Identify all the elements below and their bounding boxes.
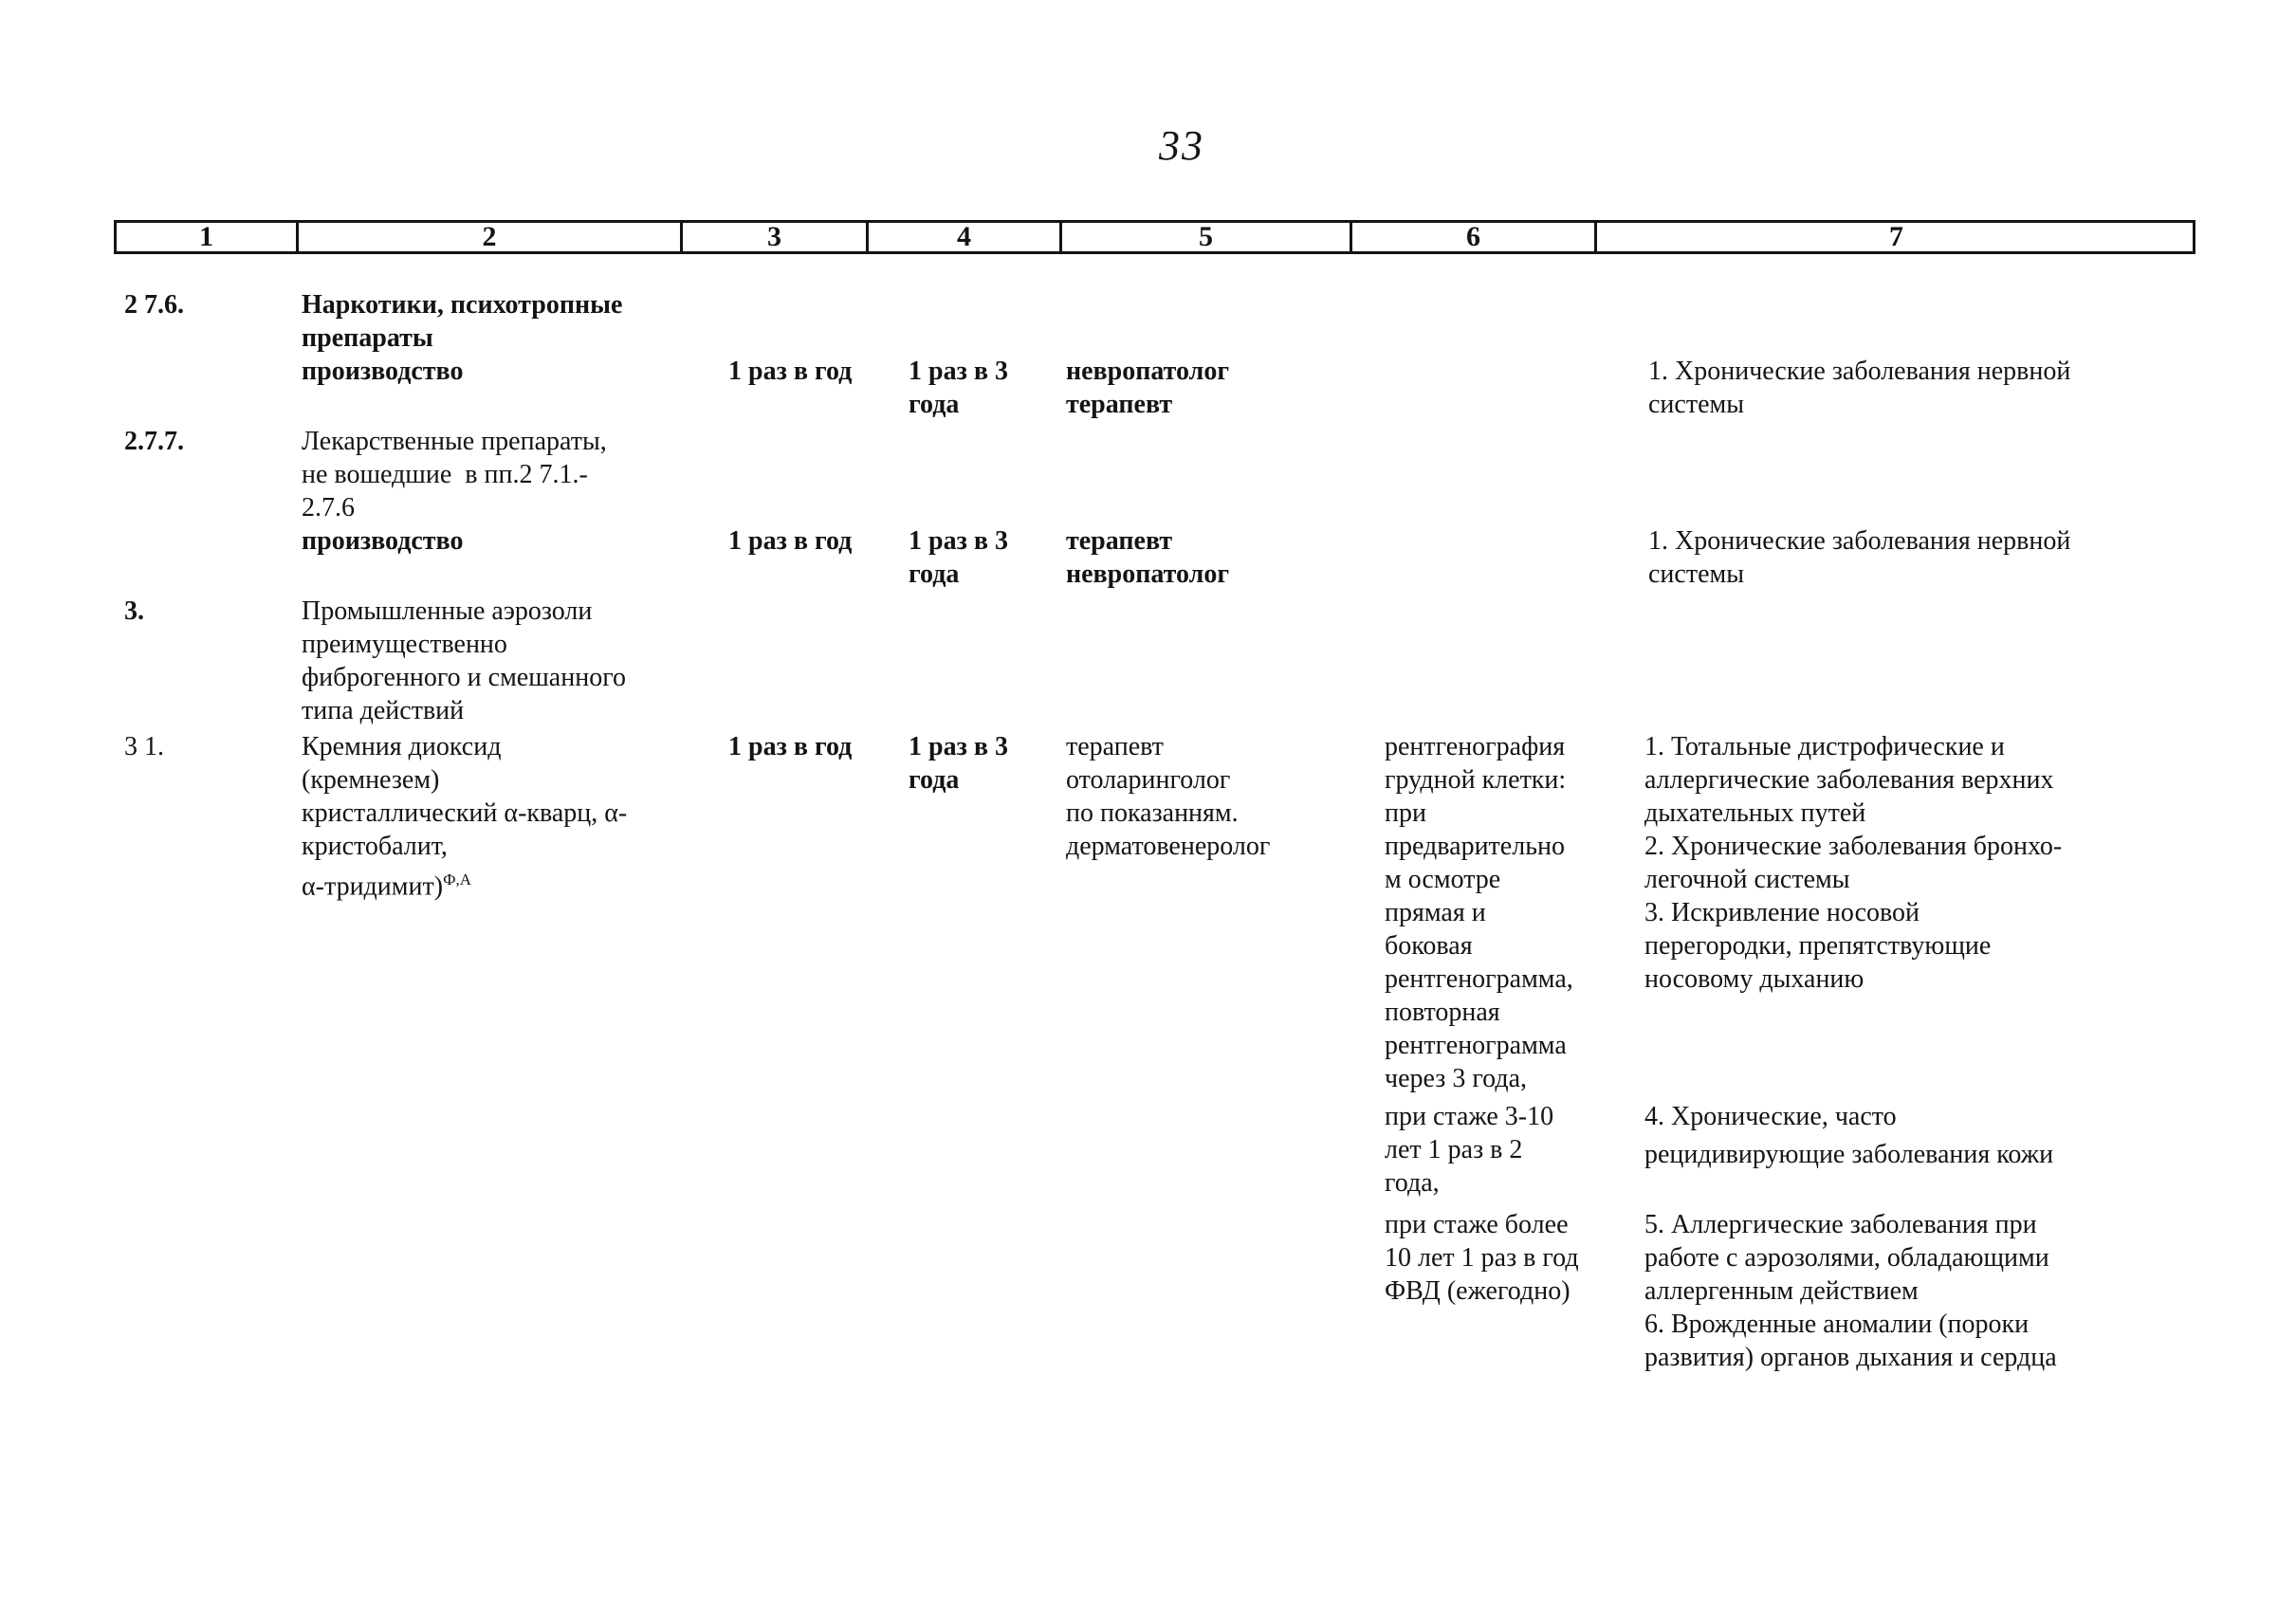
substance-name-line: Кремния диоксид <box>302 732 502 761</box>
exam-line: при <box>1385 798 1426 828</box>
doctor-specialty: отоларинголог <box>1066 765 1231 795</box>
substance-name-line: фиброгенного и смешанного <box>302 663 626 692</box>
exam-line: м осмотре <box>1385 865 1501 894</box>
exam-line: боковая <box>1385 931 1473 961</box>
contraindication-line: 5. Аллергические заболевания при <box>1644 1210 2037 1239</box>
substance-name-text: α-тридимит) <box>302 871 444 902</box>
exam-line: при стаже более <box>1385 1210 1569 1239</box>
column-header-4: 4 <box>866 223 1059 251</box>
exam-line: ФВД (ежегодно) <box>1385 1276 1570 1306</box>
substance-name-line: не вошедшие в пп.2 7.1.- <box>302 460 588 489</box>
exam-line: рентгенограмма <box>1385 1031 1567 1060</box>
exam-line: через 3 года, <box>1385 1064 1527 1093</box>
exam-frequency: 1 раз в год <box>728 357 853 386</box>
substance-name-line: препараты <box>302 323 433 353</box>
exam-period-line: 1 раз в 3 <box>909 526 1008 556</box>
contraindication-line: 1. Хронические заболевания нервной <box>1648 357 2071 386</box>
substance-name-line: Наркотики, психотропные <box>302 290 623 320</box>
contraindication-line: развития) органов дыхания и сердца <box>1644 1343 2057 1372</box>
hazard-superscript: Ф,А <box>443 871 472 889</box>
exam-line: рентгенограмма, <box>1385 964 1573 994</box>
contraindication-line: 2. Хронические заболевания бронхо- <box>1644 832 2063 861</box>
exam-line: года, <box>1385 1168 1440 1198</box>
contraindication-line: 6. Врожденные аномалии (пороки <box>1644 1310 2030 1339</box>
exam-period-line: 1 раз в 3 <box>909 732 1008 761</box>
exam-frequency: 1 раз в год <box>728 732 853 761</box>
substance-name-line <box>302 863 471 903</box>
exam-period-line: года <box>909 765 960 795</box>
exam-line: грудной клетки: <box>1385 765 1567 795</box>
contraindication-line: системы <box>1648 559 1745 589</box>
doctor-specialty: дерматовенеролог <box>1066 832 1271 861</box>
substance-name-line: (кремнезем) <box>302 765 440 795</box>
column-header-6: 6 <box>1350 223 1594 251</box>
substance-name-line: преимущественно <box>302 630 507 659</box>
exam-line: предварительно <box>1385 832 1565 861</box>
substance-name-line: 2.7.6 <box>302 493 355 522</box>
column-header-5: 5 <box>1059 223 1350 251</box>
contraindication-line: 1. Тотальные дистрофические и <box>1644 732 2005 761</box>
column-header-row <box>114 220 2195 254</box>
contraindication-line: аллергические заболевания верхних <box>1644 765 2054 795</box>
doctor-specialty: терапевт <box>1066 390 1173 419</box>
exam-line: лет 1 раз в 2 <box>1385 1135 1523 1164</box>
doctor-specialty: невропатолог <box>1066 559 1230 589</box>
exam-period-line: года <box>909 559 960 589</box>
substance-subtype: производство <box>302 357 464 386</box>
substance-name-line: типа действий <box>302 696 465 725</box>
contraindication-line: легочной системы <box>1644 865 1850 894</box>
row-number: 2 7.6. <box>124 290 184 320</box>
substance-subtype: производство <box>302 526 464 556</box>
doctor-specialty: по показанням. <box>1066 798 1239 828</box>
row-number: 3 1. <box>124 732 164 761</box>
contraindication-line: системы <box>1648 390 1745 419</box>
doctor-specialty: невропатолог <box>1066 357 1230 386</box>
exam-line: 10 лет 1 раз в год <box>1385 1243 1579 1273</box>
contraindication-line: 4. Хронические, часто <box>1644 1102 1897 1131</box>
contraindication-line: 3. Искривление носовой <box>1644 898 1920 927</box>
page-number: 33 <box>1159 122 1204 169</box>
exam-line: прямая и <box>1385 898 1486 927</box>
contraindication-line: перегородки, препятствующие <box>1644 931 1992 961</box>
column-header-1: 1 <box>199 221 213 252</box>
row-number: 2.7.7. <box>124 427 184 456</box>
contraindication-line: работе с аэрозолями, обладающими <box>1644 1243 2049 1273</box>
exam-line: рентгенография <box>1385 732 1566 761</box>
contraindication-line: рецидивирующие заболевания кожи <box>1644 1140 2054 1169</box>
substance-name-line: кристаллический α-кварц, α- <box>302 798 628 828</box>
column-header-7: 7 <box>1594 223 2195 251</box>
exam-line: повторная <box>1385 998 1500 1027</box>
doctor-specialty: терапевт <box>1066 526 1173 556</box>
exam-line: при стаже 3-10 <box>1385 1102 1554 1131</box>
contraindication-line: дыхательных путей <box>1644 798 1866 828</box>
substance-name-line: Лекарственные препараты, <box>302 427 607 456</box>
exam-frequency: 1 раз в год <box>728 526 853 556</box>
column-header-2: 2 <box>296 223 680 251</box>
column-header-3: 3 <box>680 223 866 251</box>
contraindication-line: аллергенным действием <box>1644 1276 1919 1306</box>
exam-period-line: года <box>909 390 960 419</box>
doctor-specialty: терапевт <box>1066 732 1164 761</box>
contraindication-line: носовому дыханию <box>1644 964 1864 994</box>
substance-name-line: кристобалит, <box>302 832 448 861</box>
contraindication-line: 1. Хронические заболевания нервной <box>1648 526 2071 556</box>
exam-period-line: 1 раз в 3 <box>909 357 1008 386</box>
row-number: 3. <box>124 596 144 626</box>
substance-name-line: Промышленные аэрозоли <box>302 596 593 626</box>
